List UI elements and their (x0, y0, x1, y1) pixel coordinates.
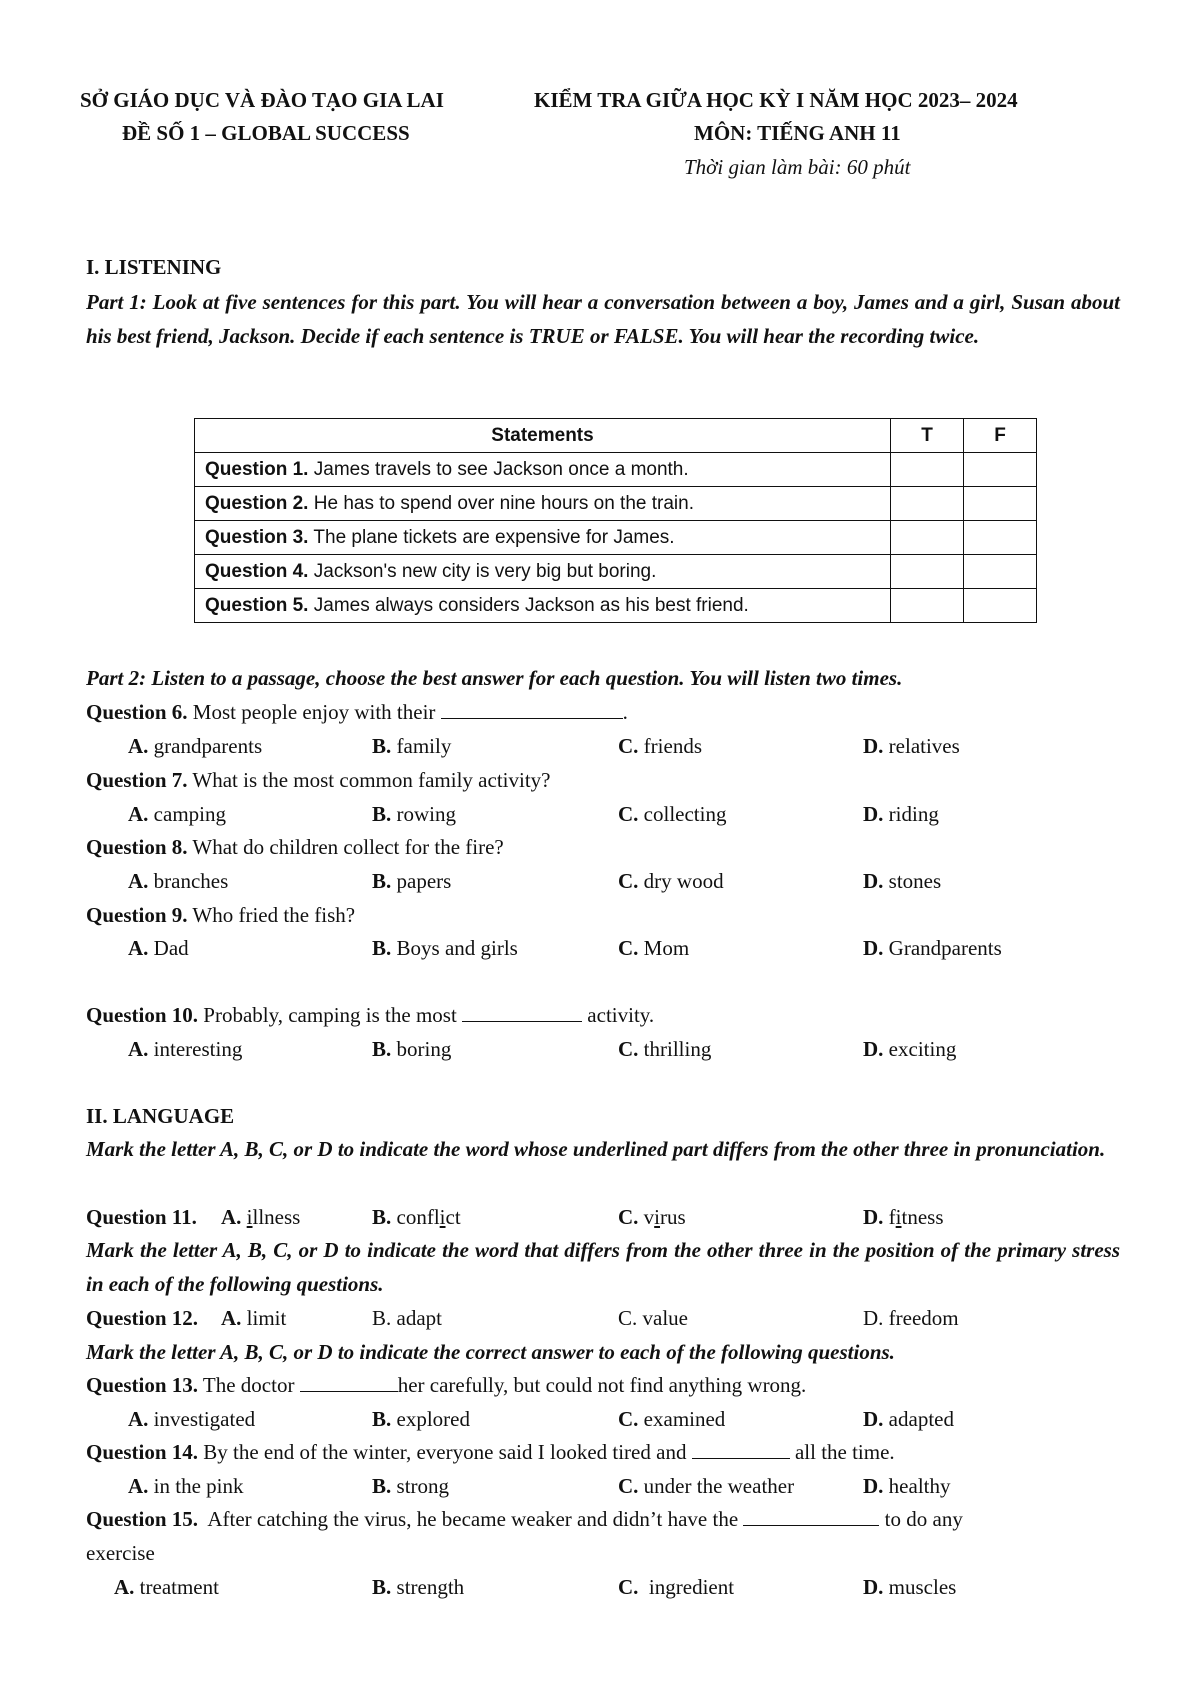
option-text: explored (396, 1407, 470, 1431)
part2-instruction: Part 2: Listen to a passage, choose the best answer for each question. You will listen two times. (86, 666, 903, 690)
option-b[interactable] (372, 734, 451, 759)
option-letter: D. (863, 1306, 884, 1330)
exam-title: KIỂM TRA GIỮA HỌC KỲ I NĂM HỌC 2023– 2024 (534, 88, 1018, 112)
option-text: ingredient (648, 1575, 735, 1599)
option-text: interesting (153, 1037, 243, 1061)
question-text: Who fried the fish? (192, 903, 356, 927)
false-cell[interactable] (964, 589, 1037, 623)
option-letter: A. (128, 936, 149, 960)
statement-cell (195, 487, 891, 521)
option-c[interactable] (618, 1407, 725, 1432)
option-letter: C. (618, 734, 639, 758)
option-text: exciting (888, 1037, 957, 1061)
question-text-after: all the time. (794, 1440, 895, 1464)
option-b[interactable] (372, 1205, 461, 1230)
underlined-part: i (439, 1205, 446, 1229)
option-text: branches (153, 869, 229, 893)
option-letter: D. (863, 1407, 884, 1431)
option-letter: A. (128, 734, 149, 758)
option-b[interactable] (372, 1474, 449, 1499)
option-letter: B. (372, 936, 392, 960)
option-b[interactable] (372, 869, 451, 894)
answer-blank (692, 1440, 790, 1459)
option-a[interactable] (114, 1575, 219, 1600)
department-name: SỞ GIÁO DỤC VÀ ĐÀO TẠO GIA LAI (80, 88, 444, 112)
option-letter: C. (618, 802, 639, 826)
question-text: What is the most common family activity? (192, 768, 551, 792)
question-14 (86, 1440, 895, 1465)
question-label: Question 7. (86, 768, 188, 792)
option-text: stones (888, 869, 942, 893)
statement-text: The plane tickets are expensive for James. (313, 526, 675, 548)
option-letter: D. (863, 1037, 884, 1061)
question-8 (86, 835, 504, 860)
option-text: Boys and girls (396, 936, 518, 960)
question-text-after: her carefully, but could not find anything wrong. (397, 1373, 807, 1397)
option-letter: D. (863, 1205, 884, 1229)
instruction-correct-answer: Mark the letter A, B, C, or D to indicate the correct answer to each of the following questions. (86, 1340, 895, 1364)
option-letter: C. (618, 1205, 639, 1229)
option-c[interactable] (618, 869, 724, 894)
option-text: confl (396, 1205, 440, 1229)
option-text: collecting (643, 802, 727, 826)
option-letter: B. (372, 802, 392, 826)
option-text: adapted (888, 1407, 954, 1431)
underlined-part: i (246, 1205, 253, 1229)
question-label: Question 2. (205, 492, 309, 514)
question-label: Question 9. (86, 903, 188, 927)
option-a[interactable] (128, 869, 228, 894)
option-letter: D. (863, 1474, 884, 1498)
statement-text: James travels to see Jackson once a month. (313, 458, 689, 480)
option-text: limit (246, 1306, 287, 1330)
option-letter: B. (372, 1407, 392, 1431)
question-6 (86, 700, 628, 725)
option-text: ct (445, 1205, 461, 1229)
option-letter: D. (863, 869, 884, 893)
option-text: investigated (153, 1407, 256, 1431)
question-label: Question 8. (86, 835, 188, 859)
table-row (195, 555, 1037, 589)
option-text: under the weather (643, 1474, 795, 1498)
option-text: examined (643, 1407, 726, 1431)
option-text: relatives (888, 734, 960, 758)
question-label: Question 1. (205, 458, 309, 480)
question-label: Question 3. (205, 526, 309, 548)
question-text: After catching the virus, he became weaker and didn’t have the (207, 1507, 739, 1531)
option-text: thrilling (643, 1037, 712, 1061)
question-7 (86, 768, 550, 793)
statement-cell (195, 453, 891, 487)
option-b[interactable] (372, 1037, 451, 1062)
option-a[interactable] (128, 936, 189, 961)
table-row (195, 453, 1037, 487)
option-letter: B. (372, 1474, 392, 1498)
false-cell[interactable] (964, 453, 1037, 487)
option-b[interactable] (372, 1575, 464, 1600)
option-a[interactable] (128, 734, 262, 759)
option-letter: C. (618, 1037, 639, 1061)
option-text: papers (396, 869, 452, 893)
table-row (195, 589, 1037, 623)
option-text: adapt (396, 1306, 442, 1330)
option-text: llness (252, 1205, 301, 1229)
part1-instruction: Part 1: Look at five sentences for this part. You will hear a conversation between a boy, James and a girl, Susan about his best friend, Jackson. Decide if each sentence is TRUE or FALSE. You will hear the recording twice. (86, 290, 1120, 348)
option-d[interactable] (863, 1306, 959, 1331)
question-text: Probably, camping is the most (203, 1003, 457, 1027)
option-c[interactable] (618, 1205, 686, 1230)
option-letter: C. (618, 1407, 639, 1431)
option-text: value (642, 1306, 688, 1330)
option-letter: A. (128, 869, 149, 893)
false-cell[interactable] (964, 555, 1037, 589)
true-cell[interactable] (891, 487, 964, 521)
option-text: treatment (139, 1575, 219, 1599)
option-letter: D. (863, 802, 884, 826)
option-letter: A. (221, 1306, 242, 1330)
option-a[interactable] (128, 1037, 242, 1062)
option-a[interactable] (128, 1407, 255, 1432)
exam-subject: MÔN: TIẾNG ANH 11 (694, 121, 901, 145)
option-text: muscles (888, 1575, 957, 1599)
statements-table (194, 418, 1037, 623)
option-text: Mom (643, 936, 690, 960)
option-c[interactable] (618, 1575, 734, 1600)
option-text: strong (396, 1474, 450, 1498)
option-letter: B. (372, 869, 392, 893)
false-cell[interactable] (964, 487, 1037, 521)
question-10 (86, 1003, 654, 1028)
option-b[interactable] (372, 1306, 442, 1331)
option-c[interactable] (618, 936, 689, 961)
question-15-continuation: exercise (86, 1541, 155, 1565)
question-label: Question 12. (86, 1306, 199, 1330)
header-false: F (964, 419, 1037, 453)
statement-text: James always considers Jackson as his best friend. (313, 594, 749, 616)
option-d[interactable] (863, 734, 960, 759)
underlined-part: i (895, 1205, 902, 1229)
table-row (195, 487, 1037, 521)
option-text: rowing (396, 802, 457, 826)
question-text-after: to do any (884, 1507, 963, 1531)
option-letter: A. (128, 802, 149, 826)
question-label: Question 5. (205, 594, 309, 616)
option-c[interactable] (618, 1474, 794, 1499)
option-a[interactable] (221, 1205, 300, 1230)
option-text: Dad (153, 936, 189, 960)
question-13 (86, 1373, 806, 1398)
option-text: boring (396, 1037, 452, 1061)
option-c[interactable] (618, 1306, 688, 1331)
option-text: family (396, 734, 452, 758)
option-d[interactable] (863, 936, 1002, 961)
option-c[interactable] (618, 802, 726, 827)
exam-duration: Thời gian làm bài: 60 phút (684, 155, 911, 179)
question-15 (86, 1507, 1120, 1532)
question-12 (86, 1306, 198, 1331)
table-row (195, 521, 1037, 555)
underlined-part: i (654, 1205, 661, 1229)
option-letter: A. (128, 1474, 149, 1498)
option-letter: D. (863, 1575, 884, 1599)
option-text: tness (901, 1205, 944, 1229)
option-text: grandparents (153, 734, 263, 758)
option-a[interactable] (128, 1474, 244, 1499)
option-letter: B. (372, 1205, 392, 1229)
question-text: What do children collect for the fire? (192, 835, 504, 859)
statement-text: He has to spend over nine hours on the train. (313, 492, 694, 514)
true-cell[interactable] (891, 521, 964, 555)
section-language-title: II. LANGUAGE (86, 1104, 235, 1128)
answer-blank (743, 1507, 879, 1526)
statement-cell (195, 521, 891, 555)
statement-cell (195, 589, 891, 623)
question-label: Question 14. (86, 1440, 199, 1464)
option-text: dry wood (643, 869, 724, 893)
true-cell[interactable] (891, 453, 964, 487)
option-text: Grandparents (888, 936, 1002, 960)
option-letter: A. (221, 1205, 242, 1229)
instruction-pronunciation: Mark the letter A, B, C, or D to indicate the word whose underlined part differs from the other three in pronunciation. (86, 1137, 1106, 1161)
question-9 (86, 903, 355, 928)
option-b[interactable] (372, 936, 518, 961)
option-text: strength (396, 1575, 465, 1599)
question-text: Most people enjoy with their (192, 700, 436, 724)
table-header-row (195, 419, 1037, 453)
option-b[interactable] (372, 1407, 470, 1432)
option-d[interactable] (863, 1575, 956, 1600)
answer-blank (300, 1373, 398, 1392)
option-letter: B. (372, 734, 392, 758)
option-letter: C. (618, 1575, 639, 1599)
answer-blank (462, 1003, 582, 1022)
option-d[interactable] (863, 802, 939, 827)
option-text: riding (888, 802, 939, 826)
section-listening-title: I. LISTENING (86, 255, 222, 279)
option-letter: B. (372, 1575, 392, 1599)
question-text: The doctor (202, 1373, 295, 1397)
option-text: in the pink (153, 1474, 244, 1498)
option-d[interactable] (863, 1474, 950, 1499)
option-text: rus (660, 1205, 686, 1229)
option-letter: D. (863, 936, 884, 960)
option-letter: A. (114, 1575, 135, 1599)
question-label: Question 11. (86, 1205, 197, 1229)
exam-code: ĐỀ SỐ 1 – GLOBAL SUCCESS (122, 121, 410, 145)
question-label: Question 10. (86, 1003, 199, 1027)
answer-blank (441, 700, 623, 719)
question-label: Question 6. (86, 700, 188, 724)
true-cell[interactable] (891, 589, 964, 623)
option-d[interactable] (863, 1037, 956, 1062)
question-label: Question 15. (86, 1507, 199, 1531)
option-d[interactable] (863, 1407, 954, 1432)
option-letter: A. (128, 1407, 149, 1431)
option-letter: C. (618, 1474, 639, 1498)
option-d[interactable] (863, 869, 941, 894)
option-text: healthy (888, 1474, 951, 1498)
option-text: v (643, 1205, 655, 1229)
option-a[interactable] (128, 802, 226, 827)
question-text: By the end of the winter, everyone said I looked tired and (203, 1440, 687, 1464)
header-true: T (891, 419, 964, 453)
header-statements: Statements (195, 419, 891, 453)
option-letter: A. (128, 1037, 149, 1061)
option-letter: C. (618, 1306, 638, 1330)
instruction-stress: Mark the letter A, B, C, or D to indicate the word that differs from the other three in the position of the primary stress in each of the following questions. (86, 1238, 1120, 1296)
option-b[interactable] (372, 802, 456, 827)
false-cell[interactable] (964, 521, 1037, 555)
option-d[interactable] (863, 1205, 944, 1230)
option-text: friends (643, 734, 702, 758)
statement-cell (195, 555, 891, 589)
question-label: Question 13. (86, 1373, 199, 1397)
question-label: Question 4. (205, 560, 309, 582)
statement-text: Jackson's new city is very big but boring. (313, 560, 657, 582)
option-letter: B. (372, 1306, 392, 1330)
option-letter: D. (863, 734, 884, 758)
true-cell[interactable] (891, 555, 964, 589)
question-text-after: activity. (587, 1003, 655, 1027)
option-text: camping (153, 802, 226, 826)
option-letter: C. (618, 936, 639, 960)
option-c[interactable] (618, 1037, 711, 1062)
option-text: f (888, 1205, 896, 1229)
question-text-after: . (622, 700, 628, 724)
option-c[interactable] (618, 734, 702, 759)
option-text: freedom (888, 1306, 959, 1330)
option-letter: C. (618, 869, 639, 893)
option-letter: B. (372, 1037, 392, 1061)
option-a[interactable] (221, 1306, 286, 1331)
question-11 (86, 1205, 197, 1230)
